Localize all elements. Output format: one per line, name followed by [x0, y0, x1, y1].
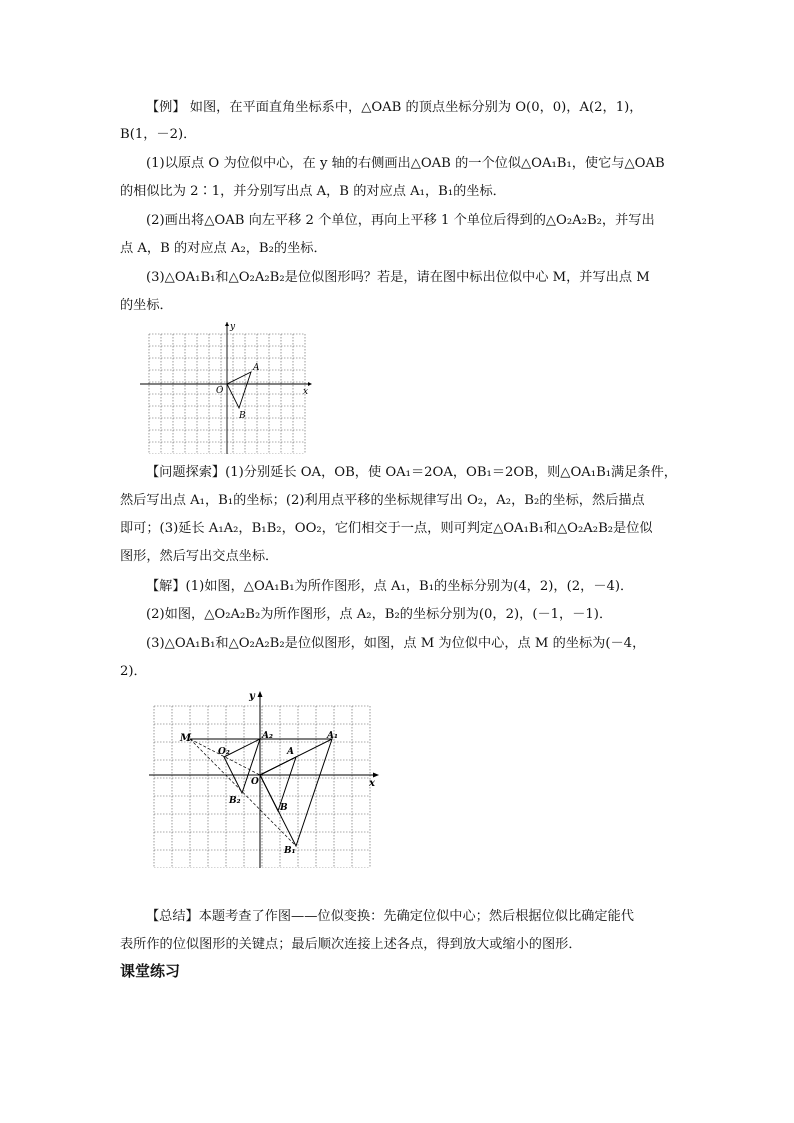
question-1-line-2: 的相似比为 2∶1，并分别写出点 A，B 的对应点 A₁，B₁的坐标． — [120, 184, 506, 199]
solution-line-3: (3)△OA₁B₁和△O₂A₂B₂是位似图形，如图，点 M 为位似中心，点 M 的坐标为(－4， — [146, 636, 646, 651]
explore-line-2: 然后写出点 A₁，B₁的坐标；(2)利用点平移的坐标规律写出 O₂，A₂，B₂的坐标，然后描点 — [120, 493, 645, 508]
figure-1-coordinate-grid — [140, 320, 320, 454]
y-axis-label: y — [249, 691, 255, 702]
point-a-label: A — [287, 747, 294, 757]
explore-line-1: 【问题探索】(1)分别延长 OA，OB，使 OA₁＝2OA，OB₁＝2OB，则△OA₁B₁满足条件， — [146, 465, 677, 480]
question-2-line-2: 点 A，B 的对应点 A₂，B₂的坐标． — [120, 241, 327, 256]
point-b-label: B — [280, 803, 288, 813]
point-m-label: M — [180, 733, 192, 744]
summary-line-2: 表所作的位似图形的关键点；最后顺次连接上述各点，得到放大或缩小的图形． — [120, 937, 582, 952]
example-line-1: 【例】 如图，在平面直角坐标系中，△OAB 的顶点坐标分别为 O(0，0)，A(2，1)， — [146, 100, 643, 115]
question-3-line-2: 的坐标． — [120, 298, 173, 313]
y-axis-label: y — [230, 322, 236, 332]
solution-line-1: 【解】(1)如图，△OA₁B₁为所作图形，点 A₁，B₁的坐标分别为(4，2)，(2，－4)． — [146, 579, 634, 594]
point-a1-label: A₁ — [327, 731, 338, 741]
solution-line-4: 2)． — [120, 664, 147, 679]
solution-line-2: (2)如图，△O₂A₂B₂为所作图形，点 A₂，B₂的坐标分别为(0，2)，(－1，－1)． — [146, 607, 613, 622]
example-line-2: B(1，－2)． — [120, 127, 197, 142]
point-b-label: B — [239, 411, 246, 421]
summary-line-1: 【总结】本题考查了作图——位似变换：先确定位似中心；然后根据位似比确定能代 — [146, 909, 634, 924]
triangle-oab — [260, 757, 296, 811]
point-o2-label: O₂ — [218, 747, 230, 757]
triangle-oa1b1 — [260, 739, 332, 846]
question-2-line-1: (2)画出将△OAB 向左平移 2 个单位，再向上平移 1 个单位后得到的△O₂A₂B₂，并写出 — [146, 213, 655, 228]
explore-line-3: 即可；(3)延长 A₁A₂，B₁B₂，OO₂，它们相交于一点，则可判定△OA₁B₁和△O₂A₂B₂是位似 — [120, 521, 653, 536]
triangle-oab — [227, 372, 251, 408]
question-3-line-1: (3)△OA₁B₁和△O₂A₂B₂是位似图形吗？若是，请在图中标出位似中心 M，并写出点 M — [146, 270, 650, 285]
point-a2-label: A₂ — [262, 731, 273, 741]
explore-line-4: 图形，然后写出交点坐标． — [120, 549, 279, 564]
x-axis-label: x — [303, 387, 309, 397]
section-heading: 课堂练习 — [120, 962, 181, 980]
figure-2-coordinate-grid — [145, 688, 385, 868]
point-b1-label: B₁ — [284, 846, 296, 856]
point-o-label: O — [251, 777, 259, 787]
x-axis-label: x — [369, 778, 375, 789]
question-1-line-1: (1)以原点 O 为位似中心，在 y 轴的右侧画出△OAB 的一个位似△OA₁B₁，使它与△OAB — [146, 156, 665, 171]
point-a-label: A — [253, 363, 260, 373]
point-o-label: O — [216, 386, 224, 396]
point-b2-label: B₂ — [229, 796, 241, 806]
